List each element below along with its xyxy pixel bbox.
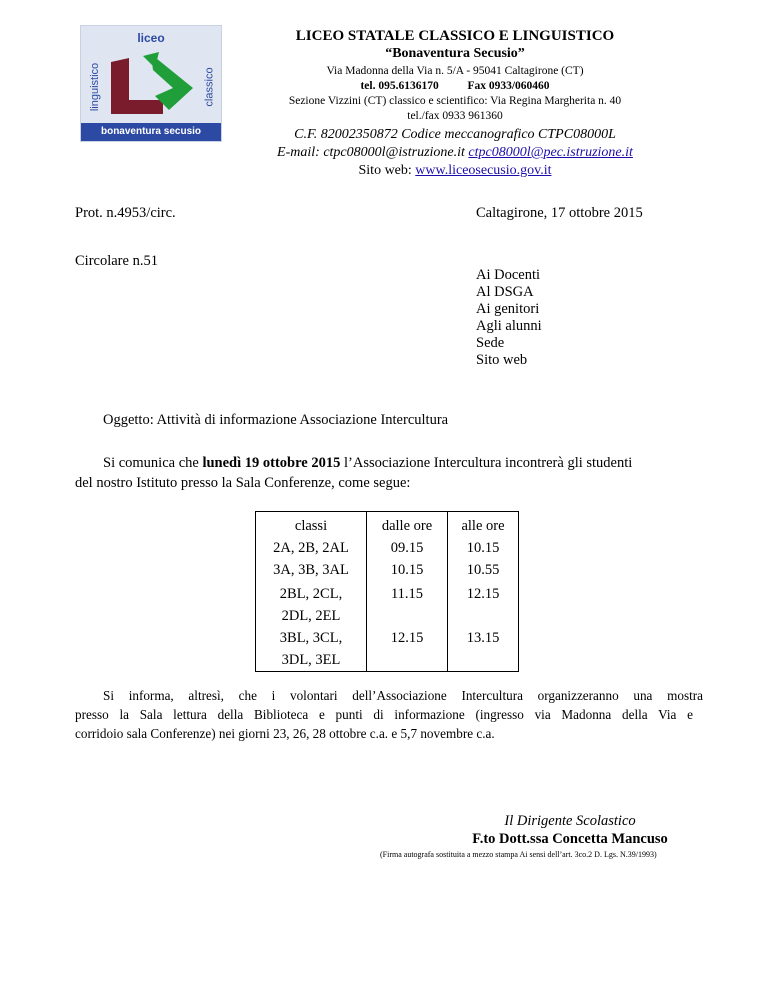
site-label: Sito web: bbox=[358, 163, 412, 178]
school-address: Via Madonna della Via n. 5/A - 95041 Caltagirone (CT) bbox=[326, 65, 584, 77]
table-row bbox=[256, 581, 519, 627]
recipient: Ai genitori bbox=[476, 301, 540, 317]
cell-classi bbox=[256, 627, 367, 672]
pec-link[interactable]: ctpc08000l@pec.istruzione.it bbox=[468, 145, 633, 160]
cell-dalle: 10.15 bbox=[367, 559, 448, 581]
protocol: Prot. n.4953/circ. bbox=[75, 205, 176, 221]
telfax: tel./fax 0933 961360 bbox=[407, 110, 503, 122]
body-paragraph-1 bbox=[103, 453, 693, 474]
body2-line2: presso la Sala lettura della Biblioteca e punti di informazione (ingresso via Madonna della Via e bbox=[75, 707, 693, 722]
recipient: Ai Docenti bbox=[476, 267, 541, 283]
body1-pre: Si comunica che bbox=[103, 455, 203, 471]
logo-left-text: linguistico bbox=[89, 62, 102, 112]
cell-classi-line1: 3BL, 3CL, bbox=[279, 630, 343, 646]
recipients bbox=[476, 267, 542, 369]
school-title: LICEO STATALE CLASSICO E LINGUISTICO bbox=[295, 28, 615, 44]
header-dalle: dalle ore bbox=[367, 512, 448, 538]
cell-alle: 10.55 bbox=[448, 559, 519, 581]
oggetto: Oggetto: Attività di informazione Associazione Intercultura bbox=[103, 412, 449, 428]
signature-role: Il Dirigente Scolastico bbox=[504, 813, 636, 829]
cell-dalle: 11.15 bbox=[367, 581, 448, 627]
header-alle: alle ore bbox=[448, 512, 519, 538]
body2-line1: Si informa, altresì, che i volontari dell’Associazione Intercultura organizzeranno una mostra bbox=[103, 688, 703, 703]
cell-classi-line2: 3DL, 3EL bbox=[281, 652, 341, 668]
cell-classi bbox=[256, 581, 367, 627]
table-row bbox=[256, 627, 519, 672]
recipient: Al DSGA bbox=[476, 284, 534, 300]
recipient: Sito web bbox=[476, 352, 528, 368]
cell-alle: 13.15 bbox=[448, 627, 519, 672]
cell-classi-line2: 2DL, 2EL bbox=[281, 608, 341, 624]
tel: tel. 095.6136170 bbox=[360, 80, 439, 92]
site-line bbox=[230, 163, 680, 179]
body1-date: lunedì 19 ottobre 2015 bbox=[202, 455, 341, 471]
table-row bbox=[256, 537, 519, 559]
cell-alle: 10.15 bbox=[448, 537, 519, 559]
body1-post: l’Associazione Intercultura incontrerà gli studenti bbox=[340, 455, 633, 471]
schedule-table bbox=[255, 511, 519, 672]
table-header-row bbox=[256, 512, 519, 538]
cell-dalle: 12.15 bbox=[367, 627, 448, 672]
email: E-mail: ctpc08000l@istruzione.it bbox=[277, 145, 465, 160]
body2-line3: corridoio sala Conferenze) nei giorni 23, 26, 28 ottobre c.a. e 5,7 novembre c.a. bbox=[75, 726, 495, 741]
table-row bbox=[256, 559, 519, 581]
header-classi: classi bbox=[256, 512, 367, 538]
cell-dalle: 09.15 bbox=[367, 537, 448, 559]
signature-note: (Firma autografa sostituita a mezzo stampa Ai sensi dell’art. 3co.2 D. Lgs. N.39/1993) bbox=[380, 850, 657, 859]
circolare: Circolare n.51 bbox=[75, 253, 158, 269]
email-line bbox=[230, 145, 680, 161]
cell-classi: 2A, 2B, 2AL bbox=[256, 537, 367, 559]
logo-top-text: liceo bbox=[137, 31, 165, 45]
sezione: Sezione Vizzini (CT) classico e scientifico: Via Regina Margherita n. 40 bbox=[288, 95, 622, 107]
school-tel-fax bbox=[230, 80, 680, 92]
fax: Fax 0933/060460 bbox=[467, 80, 550, 92]
recipient: Sede bbox=[476, 335, 505, 351]
codice-fiscale: C.F. 82002350872 Codice meccanografico CTPC08000L bbox=[294, 127, 616, 142]
cell-classi-line1: 2BL, 2CL, bbox=[279, 586, 343, 602]
signature-name: F.to Dott.ssa Concetta Mancuso bbox=[472, 831, 668, 847]
cell-alle: 12.15 bbox=[448, 581, 519, 627]
logo-bottom-text: bonaventura secusio bbox=[81, 123, 221, 141]
logo-right-text: classico bbox=[203, 67, 216, 107]
date: Caltagirone, 17 ottobre 2015 bbox=[476, 205, 643, 221]
site-link[interactable]: www.liceosecusio.gov.it bbox=[415, 163, 552, 178]
school-name: “Bonaventura Secusio” bbox=[385, 46, 525, 61]
body1-line2: del nostro Istituto presso la Sala Conferenze, come segue: bbox=[75, 475, 411, 491]
recipient: Agli alunni bbox=[476, 318, 542, 334]
school-logo bbox=[80, 25, 222, 142]
logo-emblem-icon bbox=[103, 48, 199, 120]
cell-classi: 3A, 3B, 3AL bbox=[256, 559, 367, 581]
